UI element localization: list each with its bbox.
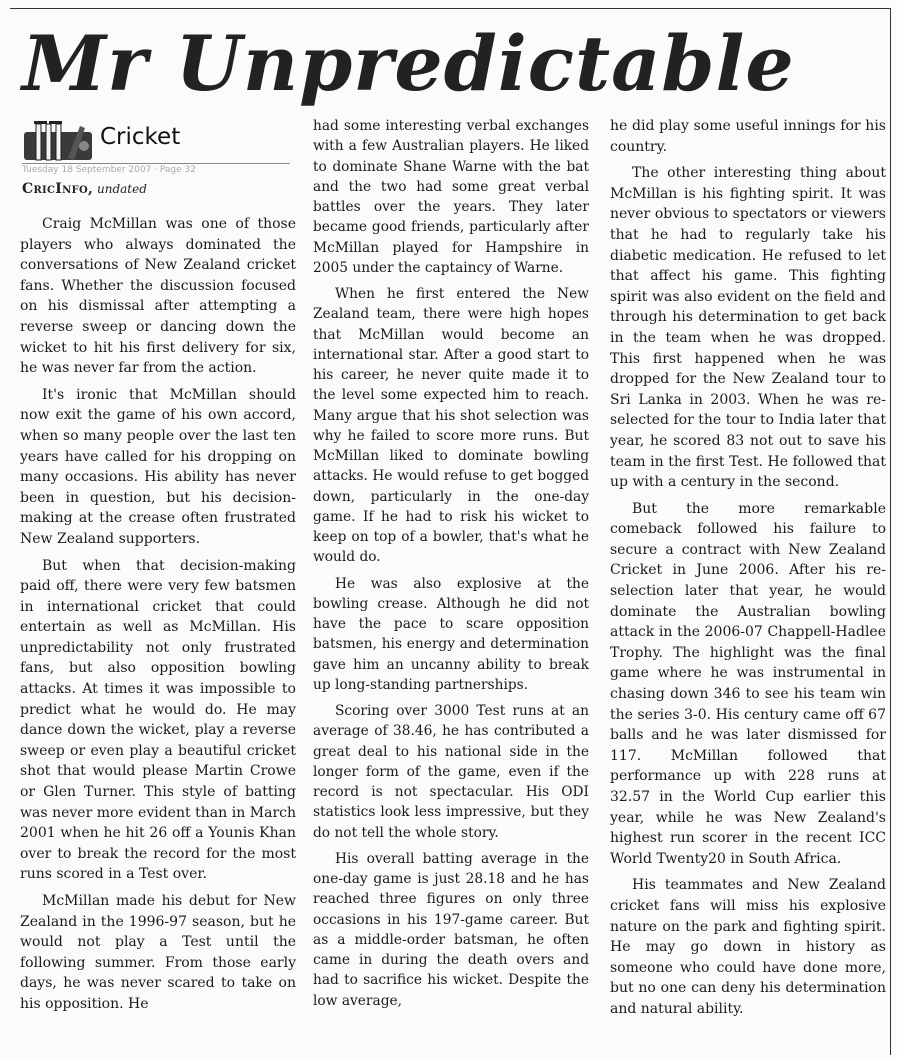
source-date: undated xyxy=(97,182,147,196)
paragraph: His overall batting average in the one-day game is just 28.18 and he has reached three figures on only three occasions in his 197-game career. But as a middle-order batsman, he often came in during the death overs and had to sacrifice his wicket. Despite the low average, xyxy=(313,850,589,1009)
article-column-3 xyxy=(610,116,886,1026)
section-meta: Tuesday 18 September 2007 · Page 32 xyxy=(22,165,196,175)
paragraph: He was also explosive at the bowling crease. Although he did not have the pace to scare opposition batsmen, his energy and determination gave him an uncanny ability to break up long-standing partnerships. xyxy=(313,575,589,693)
paragraph: he did play some useful innings for his country. xyxy=(610,118,886,155)
paragraph: Craig McMillan was one of those players who always dominated the conversations of New Zealand cricket fans. Whether the discussion focused on his dismissal after attempting a reverse sweep or dancing down the wicket to hit his first delivery for six, he was never far from the action. xyxy=(20,216,296,377)
paragraph: McMillan made his debut for New Zealand in the 1996-97 season, but he would not play a Test until the following summer. From those early days, he was never scared to take on his opposition. He xyxy=(20,893,296,1012)
paragraph: It's ironic that McMillan should now exit the game of his own accord, when so many people over the last ten years have called for his dropping on many occasions. His ability has never been in question, but his decision-making at the crease often frustrated New Zealand supporters. xyxy=(20,386,296,547)
section-rule xyxy=(22,163,290,164)
paragraph: His teammates and New Zealand cricket fans will miss his explosive nature on the park and fighting spirit. He may go down in history as someone who could have done more, but no one can deny his determination and natural ability. xyxy=(610,877,886,1017)
section-logo xyxy=(22,118,298,200)
cricket-stumps-icon xyxy=(22,118,94,162)
article-column-2 xyxy=(313,116,589,1017)
paragraph: But the more remarkable comeback followed his failure to secure a contract with New Zealand Cricket in June 2006. After his re-selection later that year, he would dominate the Australian bowling attack in the 2006-07 Chappell-Hadlee Trophy. The highlight was the final game where he was instrumental in chasing down 346 to see his team win the series 3-0. His century came off 67 balls and he was later dismissed for 117. McMillan followed that performance up with 228 runs at 32.57 in the World Cup earlier this year, while he was New Zealand's highest run scorer in the recent ICC World Twenty20 in South Africa. xyxy=(610,500,886,867)
section-label: Cricket xyxy=(100,124,181,150)
headline: Mr Unpredictable xyxy=(22,19,795,108)
paragraph: The other interesting thing about McMillan is his fighting spirit. It was never obvious to spectators or viewers that he had to regularly take his diabetic medication. He refused to let that affect his game. This fighting spirit was also evident on the field and through his determination to get back in the team when he was dropped. This first happened when he was dropped for the New Zealand tour to Sri Lanka in 2003. When he was re-selected for the tour to India later that year, he scored 83 not out to save his team in the first Test. He followed that up with a century in the second. xyxy=(610,165,886,491)
article-column-1 xyxy=(20,214,296,1021)
paragraph: Scoring over 3000 Test runs at an average of 38.46, he has contributed a great deal to his national side in the longer form of the game, even if the record is not spectacular. His ODI statistics look less impressive, but they do not tell the whole story. xyxy=(313,703,589,841)
paragraph: When he first entered the New Zealand team, there were high hopes that McMillan would become an international star. After a good start to his career, he never quite made it to the level some expected him to reach. Many argue that his shot selection was why he failed to score more runs. But McMillan liked to dominate bowling attacks. He would refuse to get bogged down, particularly in the one-day game. If he had to risk his wicket to keep on top of a bowler, that's what he would do. xyxy=(313,286,589,566)
paragraph: But when that decision-making paid off, there were very few batsmen in international cricket that could entertain as well as McMillan. His unpredictability not only frustrated fans, but also opposition bowling attacks. At times it was impossible to predict what he would do. He may dance down the wicket, play a reverse sweep or even play a beautiful cricket shot that would please Martin Crowe or Glen Turner. This style of batting was never more evident than in March 2001 when he hit 26 off a Younis Khan over to break the record for the most runs scored in a Test over. xyxy=(20,557,296,883)
source-line xyxy=(22,181,147,197)
paragraph: had some interesting verbal exchanges with a few Australian players. He liked to dominate Shane Warne with the bat and the two had some great verbal battles over the years. They later became good friends, particularly after McMillan played for Hampshire in 2005 under the captaincy of Warne. xyxy=(313,118,589,276)
source-name: CricInfo, xyxy=(22,181,94,197)
